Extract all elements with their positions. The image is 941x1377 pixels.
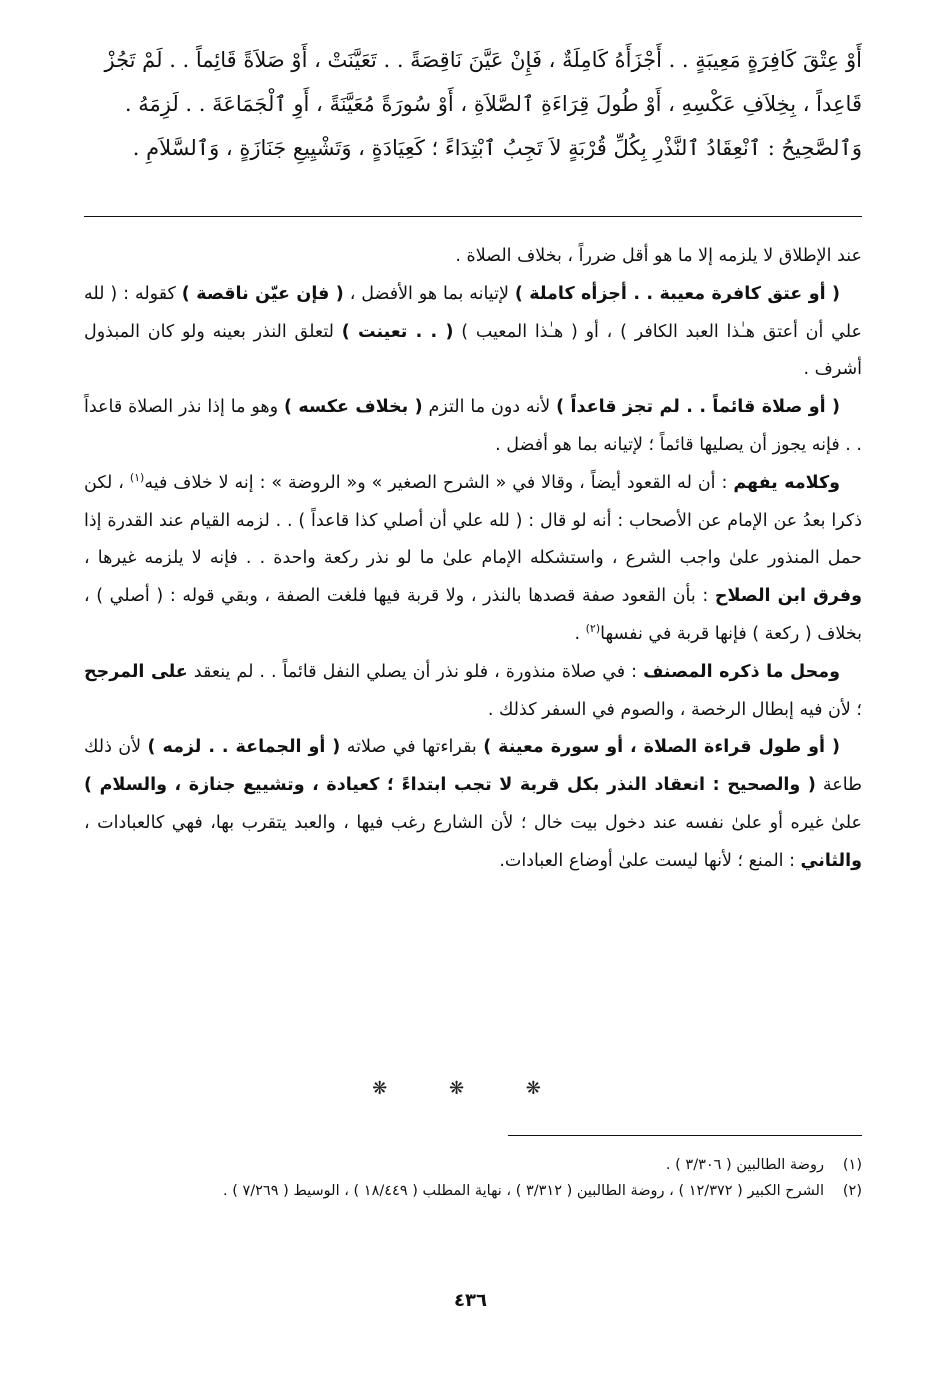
section-separator-icon: ❋ ❋ ❋	[372, 1078, 569, 1099]
page-number: ٤٣٦	[454, 1290, 487, 1311]
footnote-ref-2[interactable]: (٢)	[585, 622, 601, 636]
commentary-paragraph: ( أو عتق كافرة معيبة . . أجزأه كاملة ) لإتيانه بما هو الأفضل ، ( فإن عيّن ناقصة ) كقوله : ( لله علي أن أعتق هـٰذا العبد الكافر ) ، أو ( هـٰذا المعيب ) ( . . تعينت ) لتعلق النذر بعينه ولو كان المبذول أشرف .	[84, 283, 862, 380]
bold-phrase: على المرجح	[84, 661, 188, 682]
bold-phrase: وكلامه يفهم	[733, 472, 841, 493]
footnote	[84, 1178, 862, 1204]
footnote-divider	[508, 1135, 862, 1136]
quoted-matn: ( فإن عيّن ناقصة )	[181, 283, 344, 304]
quoted-matn: ( أو عتق كافرة معيبة . . أجزأه كاملة )	[514, 283, 841, 304]
matn-line: وَٱلصَّحِيحُ : ٱنْعِقَادُ ٱلنَّذْرِ بِكُلِّ قُرْبَةٍ لاَ تَجِبُ ٱبْتِدَاءً ؛ كَعِيَادَةٍ ، وَتَشْيِيعِ جَنَازَةٍ ، وَٱلسَّلاَمِ .	[132, 136, 862, 160]
commentary-paragraph: وكلامه يفهم : أن له القعود أيضاً ، وقالا في « الشرح الصغير » و« الروضة » : إنه لا خلاف فيه$^{(١)}$ ، لكن ذكرا بعدُ عن الإمام عن الأصحاب : أنه لو قال : ( لله علي أن أصلي كذا قاعداً ) . . لزمه القيام عند القدرة إذا حمل المنذور علىٰ واجب الشرع ، واستشكله الإمام علىٰ ما لو نذر ركعة واحدة . . فإنه لا يلزمه غيرها ، وفرق ابن الصلاح : بأن القعود صفة قصدها بالنذر ، ولا قربة فيها فلغت الصفة ، وبقي قوله : ( أصلي ) ، بخلاف ( ركعة ) فإنها قربة في نفسها$^{(٢)}$ .	[84, 470, 862, 644]
quoted-matn: ( أو الجماعة . . لزمه )	[147, 737, 341, 758]
matn-text	[84, 38, 862, 170]
footnote-number: (١)	[842, 1157, 862, 1173]
footnotes	[84, 1152, 862, 1204]
footnote-text: الشرح الكبير ( ١٢/٣٧٢ ) ، روضة الطالبين ( ٣/٣١٢ ) ، نهاية المطلب ( ١٨/٤٤٩ ) ، الوسيط ( ٧/٢٦٩ ) .	[222, 1183, 824, 1199]
footnote-text: روضة الطالبين ( ٣/٣٠٦ ) .	[665, 1157, 824, 1173]
commentary-paragraph: ( أو صلاة قائماً . . لم تجز قاعداً ) لأنه دون ما التزم ( بخلاف عكسه ) وهو ما إذا نذر الصلاة قاعداً . . فإنه يجوز أن يصليها قائماً ؛ لإتيانه بما هو أفضل .	[84, 397, 862, 455]
footnote-ref-1[interactable]: (١)	[129, 470, 145, 484]
quoted-matn: ( . . تعينت )	[341, 321, 454, 342]
quoted-matn: ( والصحيح : انعقاد النذر بكل قربة لا تجب ابتداءً ؛ كعيادة ، وتشييع جنازة ، والسلام )	[84, 775, 816, 796]
commentary-paragraph: عند الإطلاق لا يلزمه إلا ما هو أقل ضرراً ، بخلاف الصلاة .	[455, 246, 862, 266]
quoted-matn: ( بخلاف عكسه )	[284, 397, 423, 418]
matn-line: قَاعِداً ، بِخِلاَفِ عَكْسِهِ ، أَوْ طُولَ قِرَاءَةِ ٱلصَّلاَةِ ، أَوْ سُورَةً مُعَيَّنَةً ، أَوِ ٱلْجَمَاعَةَ . . لَزِمَهُ .	[124, 92, 862, 116]
commentary-paragraph: ومحل ما ذكره المصنف : في صلاة منذورة ، فلو نذر أن يصلي النفل قائماً . . لم ينعقد على المرجح ؛ لأن فيه إبطال الرخصة ، والصوم في السفر كذلك .	[84, 661, 862, 720]
bold-phrase: ومحل ما ذكره المصنف	[643, 661, 840, 682]
quoted-matn: ( أو طول قراءة الصلاة ، أو سورة معينة )	[483, 737, 840, 758]
commentary	[84, 238, 862, 881]
footnote-number: (٢)	[842, 1183, 862, 1199]
bold-phrase: والثاني	[800, 850, 862, 871]
footnote	[84, 1152, 862, 1178]
quoted-matn: ( أو صلاة قائماً . . لم تجز قاعداً )	[556, 397, 840, 418]
matn-divider	[84, 216, 862, 217]
commentary-paragraph: ( أو طول قراءة الصلاة ، أو سورة معينة ) بقراءتها في صلاته ( أو الجماعة . . لزمه ) لأن ذلك طاعة ( والصحيح : انعقاد النذر بكل قربة لا تجب ابتداءً ؛ كعيادة ، وتشييع جنازة ، والسلام ) علىٰ غيره أو علىٰ نفسه عند دخول بيت خال ؛ لأن الشارع رغب فيها ، والعبد يتقرب بها، فهي كالعبادات ، والثاني : المنع ؛ لأنها ليست علىٰ أوضاع العبادات.	[84, 737, 862, 871]
matn-line: أَوْ عِتْقَ كَافِرَةٍ مَعِيبَةٍ . . أَجْزَأَهُ كَامِلَةٌ ، فَإِنْ عَيَّنَ نَاقِصَةً . . تَعَيَّنَتْ ، أَوْ صَلاَةً قَائِماً . . لَمْ تَجُزْ	[104, 48, 862, 72]
bold-phrase: وفرق ابن الصلاح	[714, 586, 862, 607]
